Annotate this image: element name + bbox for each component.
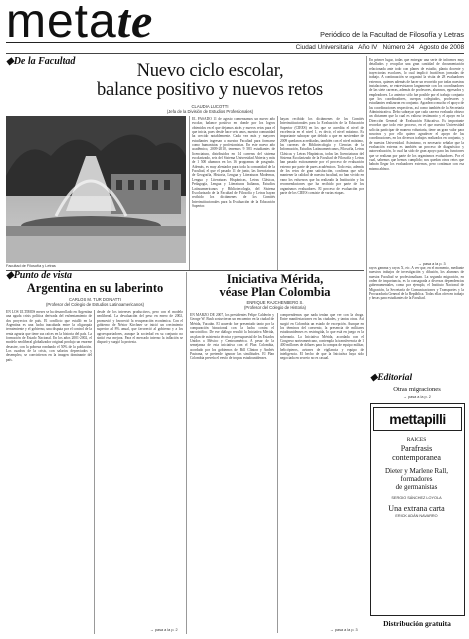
masthead-subtitle: Periódico de la Facultad de Filosofía y Letras — [320, 30, 464, 39]
editorial-continues-link[interactable]: → pasa a la p. 2 — [403, 395, 431, 399]
column-divider — [186, 272, 187, 634]
lead-column-1 — [192, 117, 275, 269]
lead-author-role: (Jefa de la División de Estudios Profesionales) — [166, 109, 254, 114]
initiative-author: ENRIQUE RAJCHENBERG S. — [246, 300, 304, 305]
pov-column-1-text: EN LOS ÚLTIMOS meses se ha desarrollado en Argentina una aguda crisis política derivada del enfrentamiento de dos proyectos de país. El conflicto que estalló en la Argentina es una lucha inacabada entre la oligarquía terrateniente y el gobierno, una disputa por el control de la renta agraria que tiene sus raíces en la historia del país. La formación de Estado Nacional. En los años 2001-2002, el modelo neoliberal globalizador original produjo un enorme desastre, con la pobreza rondando el 50% de la población. Los cuadros de la crisis, con salarios depreciados y desempleo, se convirtieron en la imagen dominante del país. — [6, 310, 92, 362]
editorial-subtitle[interactable]: Otras migraciones — [393, 386, 441, 393]
column-divider — [366, 56, 367, 356]
ad-section-label: RAICES — [406, 437, 427, 443]
diamond-icon: ◆ — [6, 270, 14, 281]
initiative-column-2-text: comprendemos que nada tenían que ver con la droga. Entre manifestaciones en las ciudades, y tantas otras. Así surgió en Colombia un estado de excepción. Aunque en los términos del convenio, la presencia de militares estadounidenses es restringida, lo que está en juego es la soberanía. La Iniciativa Mérida, acordada con el Congreso norteamericano, contempla la transferencia de 1 400 millones de dólares para la compra de equipo militar, helicópteros, aviones de vigilancia y equipo de inteligencia. El hecho de que la Iniciativa haya sido negociada en secreto no es casual. — [280, 313, 364, 361]
pov-headline[interactable]: Argentina en su laberinto — [26, 281, 164, 295]
section-punto-de-vista: ◆Punto de vista — [6, 270, 73, 281]
ad-quote: Una extrana carta — [388, 504, 445, 513]
pov-continues-link[interactable]: → pasa a la p. 2 — [150, 628, 178, 632]
initiative-column-1 — [190, 313, 274, 633]
section-de-la-facultad: ◆De la Facultad — [6, 56, 76, 67]
ad-quote-author: ERICK ADÁN NAVARRO — [395, 514, 438, 518]
ad-box[interactable] — [370, 403, 465, 616]
logo-main: meta — [6, 0, 117, 48]
lead-byline — [140, 104, 280, 114]
lead-column-3 — [369, 58, 464, 250]
lead-column-2 — [280, 117, 364, 269]
masthead-issue-info: Ciudad Universitaria Año IV Número 24 Agosto de 2008 — [295, 44, 464, 51]
initiative-column-2 — [280, 313, 364, 627]
section-editorial: ◆Editorial — [370, 373, 413, 383]
lead-headline-line-2: balance positivo y nuevos retos — [96, 80, 324, 100]
column-divider — [277, 116, 278, 270]
column-divider — [94, 310, 95, 634]
pov-author: CARLOS M. TUR DONATTI — [69, 297, 121, 302]
lead-author: CLAUDIA LUCOTTI — [191, 104, 229, 109]
initiative-byline — [190, 300, 360, 310]
logo-accent: te — [116, 0, 154, 48]
initiative-headline-line-2: véase Plan Colombia — [219, 285, 331, 299]
lead-photo-caption: Facultad de Filosofía y Letras — [6, 264, 56, 268]
masthead-rule-2 — [6, 53, 464, 54]
fountain-photo-illustration — [6, 116, 186, 263]
diamond-icon: ◆ — [6, 56, 14, 67]
ad-logo: mettapilli — [373, 407, 462, 431]
initiative-headline[interactable] — [190, 273, 360, 299]
initiative-author-role: (Profesor del Colegio de Historia) — [244, 305, 306, 310]
pov-byline — [10, 297, 180, 307]
distribution-label: Distribución gratuita — [383, 619, 451, 628]
column-divider — [189, 116, 190, 270]
ad-title: Parafrasis contemporanea — [392, 444, 441, 462]
sidebar-top-text: rayos gamma y rayos X, etc. A ver que, en el momento, mediante nuestros trabajos de investigación y difusión, los alumnos de nuestra Facultad se profesionalizan. La segunda migración, en orden de importancia, es la consagrada a diversas dependencias gubernamentales, como por ejemplo, el Instituto Nacional de Migración, la Secretaría de Comunicaciones y Transportes y la Procuraduría General de la República. Todas ellas ofrecen trabajo y becas para estudiantes de la Facultad. — [369, 266, 464, 301]
lead-headline[interactable] — [60, 62, 360, 100]
lead-column-3-text: En primer lugar, todas que entregar una serie de informes muy detallados y recopilar una gran cantidad de documentación relacionada ante todo con planes de estudio, planta docente y trayectorias escolares, lo cual implicó fructíferas jornadas de trabajo. A continuación se organizó la visita de 28 evaluadores externos, quienes además de hacer un recorrido por todas nuestras instalaciones, se entrevistaron largamente con los coordinadores de las siete carreras, además de profesores, alumnos, egresados y empleadores. Lo anterior sólo fue posible por el trabajo conjunto que los coordinadores, cuerpos colegiados, profesores y estudiantes realizaron en conjunto. Agradezco mucho el apoyo de las coordinaciones respectivas, así como también de la Secretaría Administrativa. Debo subrayar que cada carrera evaluada obtuvo un dictamen que la cual es valioso testimonio y el apoyo en la Dirección General de Evaluación Educativa. Es importante recordar que todo este proceso, en el que nuestra Universidad solicita participar de manera voluntaria, tiene un gran valor para nosotros y por ello quiero agradecer el apoyo de las coordinaciones, en los diversos trabajos realizados en conjunto, y de nuestra Universidad. Asimismo, es necesario señalar que la evaluación externa es también un proceso de diagnóstico y autoevaluación, lo cual ha sido de gran apoyo para las funciones que se realizan por parte de los organismos evaluadores. Por el cual, sabemos que hemos cumplido; nos quedan otros retos que habrán llegar los evaluadores externos, pero continuar con esa misma ahínco. — [369, 58, 464, 171]
pov-column-2-text: desde de los intereses productivos, pero con el modelo neoliberal. La devaluación del peso en enero de 2002, promovió y favoreció la recuperación económica. Con el gobierno de Néstor Kirchner se inició un crecimiento superior al 8% anual, que favoreció al gobierno y a los agroexportadores, aunque la sociedad en su conjunto no sintió esa mejora. Para el mercado interno la inflación se disparó y surgió la protesta. — [97, 310, 183, 345]
initiative-headline-line-1: Iniciativa Mérida, — [226, 272, 324, 286]
lead-headline-line-1: Nuevo ciclo escolar, — [136, 61, 284, 81]
masthead-rule — [6, 42, 464, 43]
initiative-continues-link[interactable]: → pasa a la p. 3 — [330, 628, 358, 632]
diamond-icon: ◆ — [370, 373, 378, 383]
pov-column-1 — [6, 310, 92, 632]
lead-photo — [6, 116, 186, 263]
column-divider — [277, 313, 278, 633]
ad-author: SERGIO SÁNCHEZ LOYOLA — [391, 496, 442, 500]
lead-column-2-text: hayan recibido los dictámenes de los Comités Interinstitucionales para la Evaluación de la Educación Superior (CIEES) en los que se acredita el nivel de excelencia en el nivel 1, es decir, el nivel máximo. Es importante subrayar que debido a que en noviembre de 2009 quedaron acreditadas, también con el nivel máximo, las carreras de Bibliotecología y Ciencias de la Información, Estudios Latinoamericanos, Filosofía, Letras Clásicas y Letras Hispánicas, todas las licenciaturas del Sistema Escolarizado de la Facultad de Filosofía y Letras han pasado exitosamente por el proceso de evaluación externo por parte de pares académicos. Todo esto, además de los retos de gran satisfacción, confirma que sólo mantener la calidad de nuestra facultad, no han vivido en vano los esfuerzos que ha realizado la Institución y las recomendaciones que ha recibido por parte de los organismos evaluadores. El proceso de evaluación por parte de los CIEES consiste de varias etapas. — [280, 117, 364, 195]
ad-names: Dieter y Marlene Rall, formadores de germanistas — [385, 467, 448, 491]
initiative-column-1-text: EN MARZO DE 2007, los presidentes Felipe Calderón y George W. Bush sostuvieron un encuentro en la ciudad de Mérida, Yucatán. El acuerdo fue presentado tanto por la comparación binacional con la lucha contra el narcotráfico. De ese diálogo resultó la Iniciativa Mérida, un plan de asistencia técnica y presupuestal de los Estados Unidos a México y Centroamérica. A pesar de la semejanza de esta iniciativa con el Plan Colombia, acordado por los gobiernos de Bill Clinton y Andrés Pastrana, se pretende ignorar las similitudes. El Plan Colombia preveía el envío de tropas estadounidenses. — [190, 313, 274, 361]
pov-author-role: (Profesor del Colegio de Estudios Latinoamericanos) — [46, 302, 144, 307]
pov-column-2 — [97, 310, 183, 626]
masthead-logo[interactable] — [6, 0, 153, 52]
lead-continues-link[interactable]: → pasa a la p. 3 — [418, 262, 446, 266]
lead-column-1-text: EL PASADO 11 de agosto comenzamos un nuevo año escolar, balance positivo en donde por los logros obtenidos en el que dejamos atrás y nuevos retos para el que inicia, pues desde hace seis anos, nuestra comunidad ha crecido notablemente. Cada vez más y mayores estudiantes ingresan a nuestra Facultad para formarse como humanistas y profesionistas. En este nuevo año académico, 2009-2010, tenemos 9 583 estudiantes de licenciatura, distribuidos en 14 carreras del sistema escolarizado, seis del Sistema Universidad Abierta y más de 1 500 alumnos en los 16 programas de posgrado. Además, es muy alentador para toda la comunidad de la Facultad, el que el pasado 11 de junio, las licenciaturas de Geografía, Historia, Lengua y Literaturas Modernas, Lengua y Literaturas Hispánicas, Letras Clásicas, Pedagogía, Lengua y Literaturas Italianas, Estudios Latinoamericanos y Bibliotecología, del Sistema Escolarizado de la Facultad de Filosofía y Letras hayan recibido los dictámenes de los Comités Interinstitucionales para la Evaluación de la Educación Superior. — [192, 117, 275, 208]
